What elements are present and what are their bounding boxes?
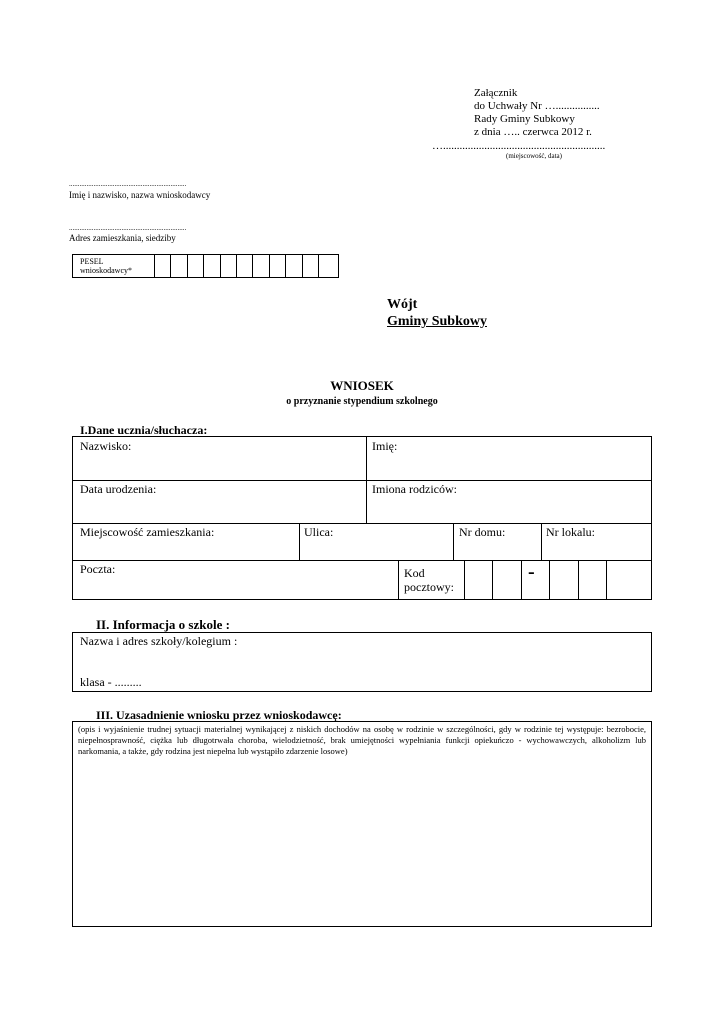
addressee-line-2: Gminy Subkowy xyxy=(387,314,487,329)
student-data-table xyxy=(72,436,652,600)
pesel-digit-2[interactable] xyxy=(171,255,187,277)
form-title: WNIOSEK xyxy=(330,378,394,393)
pesel-digit-1[interactable] xyxy=(155,255,171,277)
applicant-address-field[interactable]: ................................................................... xyxy=(69,224,187,232)
parents-names-field[interactable]: Imiona rodziców: xyxy=(372,482,457,496)
applicant-address-label: Adres zamieszkania, siedziby xyxy=(69,233,176,243)
pesel-digit-11[interactable] xyxy=(319,255,335,277)
applicant-name-field[interactable]: ................................................................... xyxy=(69,180,187,188)
applicant-name-label: Imię i nazwisko, nazwa wnioskodawcy xyxy=(69,190,211,200)
house-number-field[interactable]: Nr domu: xyxy=(459,525,506,539)
pesel-digit-6[interactable] xyxy=(237,255,253,277)
school-name-field[interactable]: Nazwa i adres szkoły/kolegium : xyxy=(80,634,238,648)
justification-box[interactable] xyxy=(72,721,652,927)
addressee xyxy=(387,296,487,330)
annex-header xyxy=(474,87,600,139)
flat-number-field[interactable]: Nr lokalu: xyxy=(546,525,595,539)
section3-title: III. Uzasadnienie wniosku przez wnioskodawcę: xyxy=(96,708,342,722)
pesel-digit-7[interactable] xyxy=(253,255,269,277)
annex-line-3: Rady Gminy Subkowy xyxy=(474,113,575,125)
annex-line-4: z dnia ….. czerwca 2012 r. xyxy=(474,126,592,138)
school-info-box xyxy=(72,632,652,692)
post-office-field[interactable]: Poczta: xyxy=(80,562,116,576)
addressee-line-1: Wójt xyxy=(387,297,418,312)
street-field[interactable]: Ulica: xyxy=(304,525,334,539)
section2-title: II. Informacja o szkole : xyxy=(96,617,230,632)
pesel-digit-3[interactable] xyxy=(188,255,204,277)
place-date-hint: (miejscowość, data) xyxy=(506,152,562,160)
pesel-digit-4[interactable] xyxy=(204,255,220,277)
postal-code-dash: - xyxy=(528,561,535,583)
pesel-digit-9[interactable] xyxy=(286,255,302,277)
surname-field[interactable]: Nazwisko: xyxy=(80,439,132,453)
birth-date-field[interactable]: Data urodzenia: xyxy=(80,482,157,496)
postal-code-label: Kod pocztowy: xyxy=(404,566,454,594)
justification-hint: (opis i wyjaśnienie trudnej sytuacji materialnej wynikającej z niskich dochodów na osobę w rodzinie w szczególności, gdy w rodzinie tej występuje: bezrobocie, niepełnosprawność, ciężka lub długotrwała choroba, wielodzietność, brak umiejętności wypełniania funkcji opiekuńczo - wychowawczych, alkoholizm lub narkomania, a także, gdy rodzina jest niepełna lub wystąpiło zdarzenie losowe) xyxy=(78,724,646,756)
pesel-field xyxy=(72,254,339,278)
place-date-field[interactable]: …........................................................... xyxy=(432,140,606,152)
annex-line-2: do Uchwały Nr …................ xyxy=(474,100,600,112)
pesel-digit-10[interactable] xyxy=(303,255,319,277)
section1-title: I.Dane ucznia/słuchacza: xyxy=(80,423,208,437)
pesel-label: PESEL wnioskodawcy* xyxy=(73,255,155,277)
locality-field[interactable]: Miejscowość zamieszkania: xyxy=(80,525,215,539)
first-name-field[interactable]: Imię: xyxy=(372,439,398,453)
pesel-digit-5[interactable] xyxy=(221,255,237,277)
form-subtitle: o przyznanie stypendium szkolnego xyxy=(286,396,438,407)
pesel-digit-8[interactable] xyxy=(270,255,286,277)
annex-line-1: Załącznik xyxy=(474,87,518,99)
class-field[interactable]: klasa - ......... xyxy=(80,675,142,689)
